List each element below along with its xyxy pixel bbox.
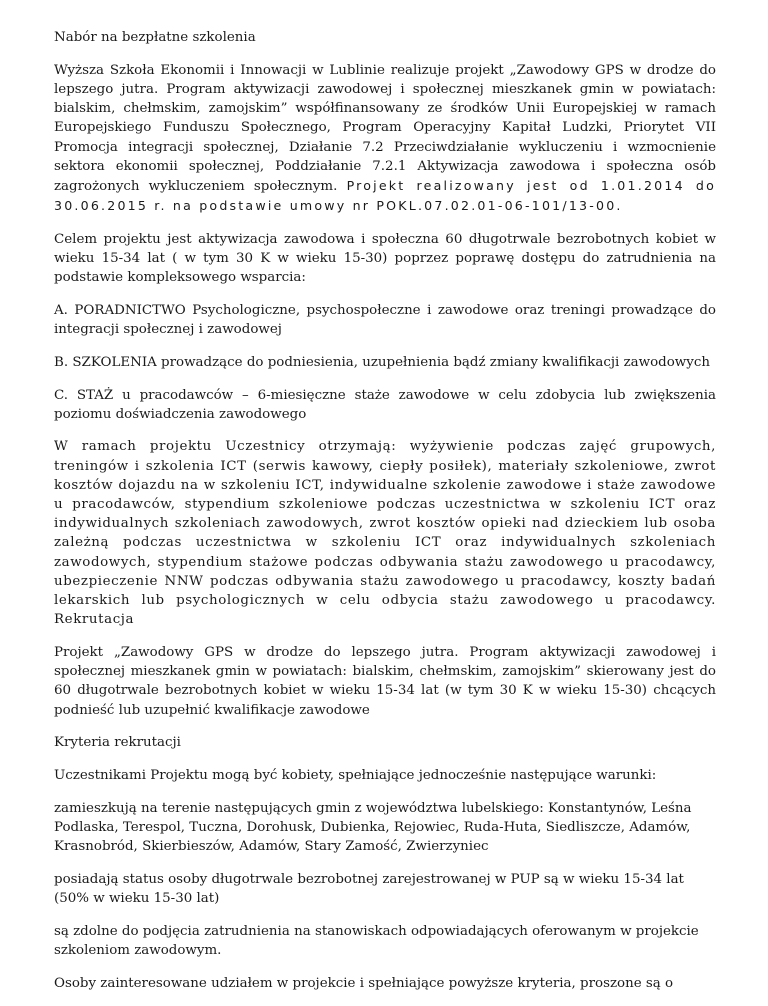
support-a: A. PORADNICTWO Psychologiczne, psychospołeczne i zawodowe oraz treningi prowadzące do integracji społecznej i zawodowej [54, 302, 716, 338]
document-body [54, 28, 716, 1006]
criteria-item: zamieszkują na terenie następujących gmin z województwa lubelskiego: Konstantynów, Leśna Podlaska, Terespol, Tuczna, Dorohusk, Dubienka, Rejowiec, Ruda-Huta, Siedliszcze, Adamów, Krasnobród, Skierbieszów, Adamów, Stary Zamość, Zwierzyniec [54, 800, 692, 855]
criteria-heading: Kryteria rekrutacji [54, 735, 181, 751]
criteria-item: posiadają status osoby długotrwale bezrobotnej zarejestrowanej w PUP są w wieku 15-34 lat (50% w wieku 15-30 lat) [54, 871, 684, 907]
realization-text: Projekt realizowany jest od 1.01.2014 do 30.06.2015 r. na podstawie umowy nr POKL.07.02.01-06-101/13-00. [54, 177, 717, 214]
criteria-intro: Uczestnikami Projektu mogą być kobiety, spełniające jednocześnie następujące warunki: [54, 768, 657, 783]
support-c: C. STAŻ u pracodawców – 6-miesięczne staże zawodowe w celu zdobycia lub zwiększenia poziomu doświadczenia zawodowego [54, 387, 716, 422]
page-title: Nabór na bezpłatne szkolenia [54, 30, 256, 45]
closing-text: Osoby zainteresowane udziałem w projekcie i spełniające powyższe kryteria, proszone są o [54, 975, 674, 991]
intro-paragraph [54, 61, 716, 217]
intro-text: Wyższa Szkoła Ekonomii i Innowacji w Lublinie realizuje projekt „Zawodowy GPS w drodze do lepszego jutra. Program aktywizacji zawodowej i społecznej mieszkanek gmin w powiatach: bialskim, chełmskim, zamojskim” współfinansowany ze środków Unii Europejskiej w ramach Europejskiego Funduszu Społecznego, Program Operacyjny Kapitał Ludzki, Priorytet VII Promocja integracji społecznej, Działanie 7.2 Przeciwdziałanie wykluczeniu i wzmocnienie sektora ekonomii społecznej, Poddziałanie 7.2.1 Aktywizacja zawodowa i społeczna osób zagrożonych wykluczeniem społecznym. [54, 62, 716, 194]
support-b: B. SZKOLENIA prowadzące do podniesienia, uzupełnienia bądź zmiany kwalifikacji zawodowych [54, 354, 710, 370]
recruitment-intro: Projekt „Zawodowy GPS w drodze do lepszego jutra. Program aktywizacji zawodowej i społecznej mieszkanek gmin w powiatach: bialskim, chełmskim, zamojskim” skierowany jest do 60 długotrwale bezrobotnych kobiet w wieku 15-34 lat (w tym 30 K w wieku 15-30) chcących podnieść lub uzupełnić kwalifikacje zawodowe [54, 644, 716, 718]
goal-paragraph: Celem projektu jest aktywizacja zawodowa i społeczna 60 długotrwale bezrobotnych kobiet w wieku 15-34 lat ( w tym 30 K w wieku 15-30) poprzez poprawę dostępu do zatrudnienia na podstawie kompleksowego wsparcia: [54, 231, 716, 286]
benefits-paragraph: W ramach projektu Uczestnicy otrzymają: wyżywienie podczas zajęć grupowych, treningów i szkolenia ICT (serwis kawowy, ciepły posiłek), materiały szkoleniowe, zwrot kosztów dojazdu na w szkoleniu ICT, indywidualne szkolenie zawodowe i staże zawodowe u pracodawców, stypendium szkoleniowe podczas uczestnictwa w szkoleniu ICT oraz indywidualnych szkoleniach zawodowych, zwrot kosztów opieki nad dzieckiem lub osoba zależną podczas uczestnictwa w szkoleniu ICT oraz indywidualnych szkoleniach zawodowych, stypendium stażowe podczas odbywania stażu zawodowego u pracodawcy, ubezpieczenie NNW podczas odbywania stażu zawodowego u pracodawcy, koszty badań lekarskich lub psychologicznych w celu odbycia stażu zawodowego u pracodawcy. Rekrutacja [54, 439, 716, 628]
criteria-item: są zdolne do podjęcia zatrudnienia na stanowiskach odpowiadających oferowanym w projekcie szkoleniom zawodowym. [54, 923, 699, 958]
